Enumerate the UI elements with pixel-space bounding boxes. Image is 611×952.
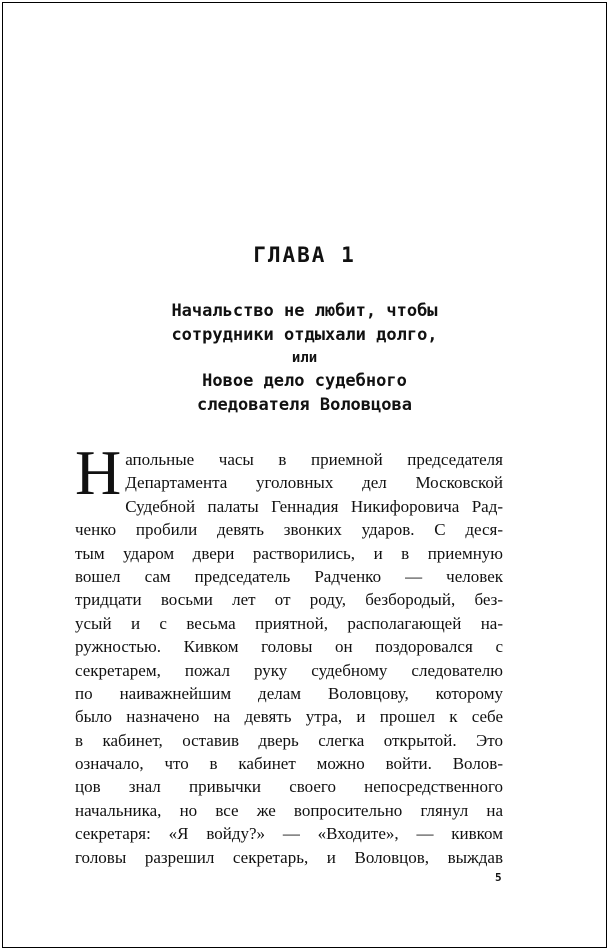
body-line-7: тридцати восьми лет от роду, безбородый, без- [75,590,503,610]
body-line-13: в кабинет, оставив дверь слегка открытой. Это [75,730,503,750]
body-line-11: по наиважнейшим делам Воловцову, которому [75,683,503,703]
body-line-2: Департамента уголовных дел Московской [125,473,503,493]
chapter-heading: ГЛАВА 1 [253,243,356,267]
body-line-16: начальника, но все же вопросительно глянул на [75,800,503,820]
chapter-title-line-3: Новое дело судебного [202,371,407,391]
page-number: 5 [495,871,502,884]
body-line-1: апольные часы в приемной председателя [125,450,503,469]
body-line-18: головы разрешил секретарь, и Воловцов, выждав [75,847,503,867]
drop-cap: Н [75,437,122,508]
body-line-3: Судебной палаты Геннадия Никифоровича Рад- [125,496,503,516]
body-line-8: усый и с весьма приятной, располагающей на- [75,613,503,633]
chapter-title-block [3,299,606,417]
body-line-17: секретаря: «Я войду?» — «Входите», — кивком [75,824,503,844]
body-line-12: было назначено на девять утра, и прошел к себе [75,707,503,727]
chapter-title-or: или [291,350,318,366]
body-line-9: ружностью. Кивком головы он поздоровался с [75,637,503,657]
body-line-15: цов знал привычки своего непосредственного [75,777,503,797]
chapter-title-line-4: следователя Воловцова [197,395,412,415]
chapter-title-line-2: сотрудники отдыхали долго, [171,325,438,345]
body-line-4: ченко пробили девять звонких ударов. С деся- [75,520,503,540]
body-line-6: вошел сам председатель Радченко — человек [75,566,503,586]
book-page [2,2,607,948]
body-line-5: тым ударом двери растворились, и в приемную [75,543,503,563]
body-text [75,437,503,869]
body-line-10: секретарем, пожал руку судебному следователю [75,660,503,680]
chapter-title-line-1: Начальство не любит, чтобы [171,301,438,321]
body-line-14: означало, что в кабинет можно войти. Волов- [75,754,503,774]
